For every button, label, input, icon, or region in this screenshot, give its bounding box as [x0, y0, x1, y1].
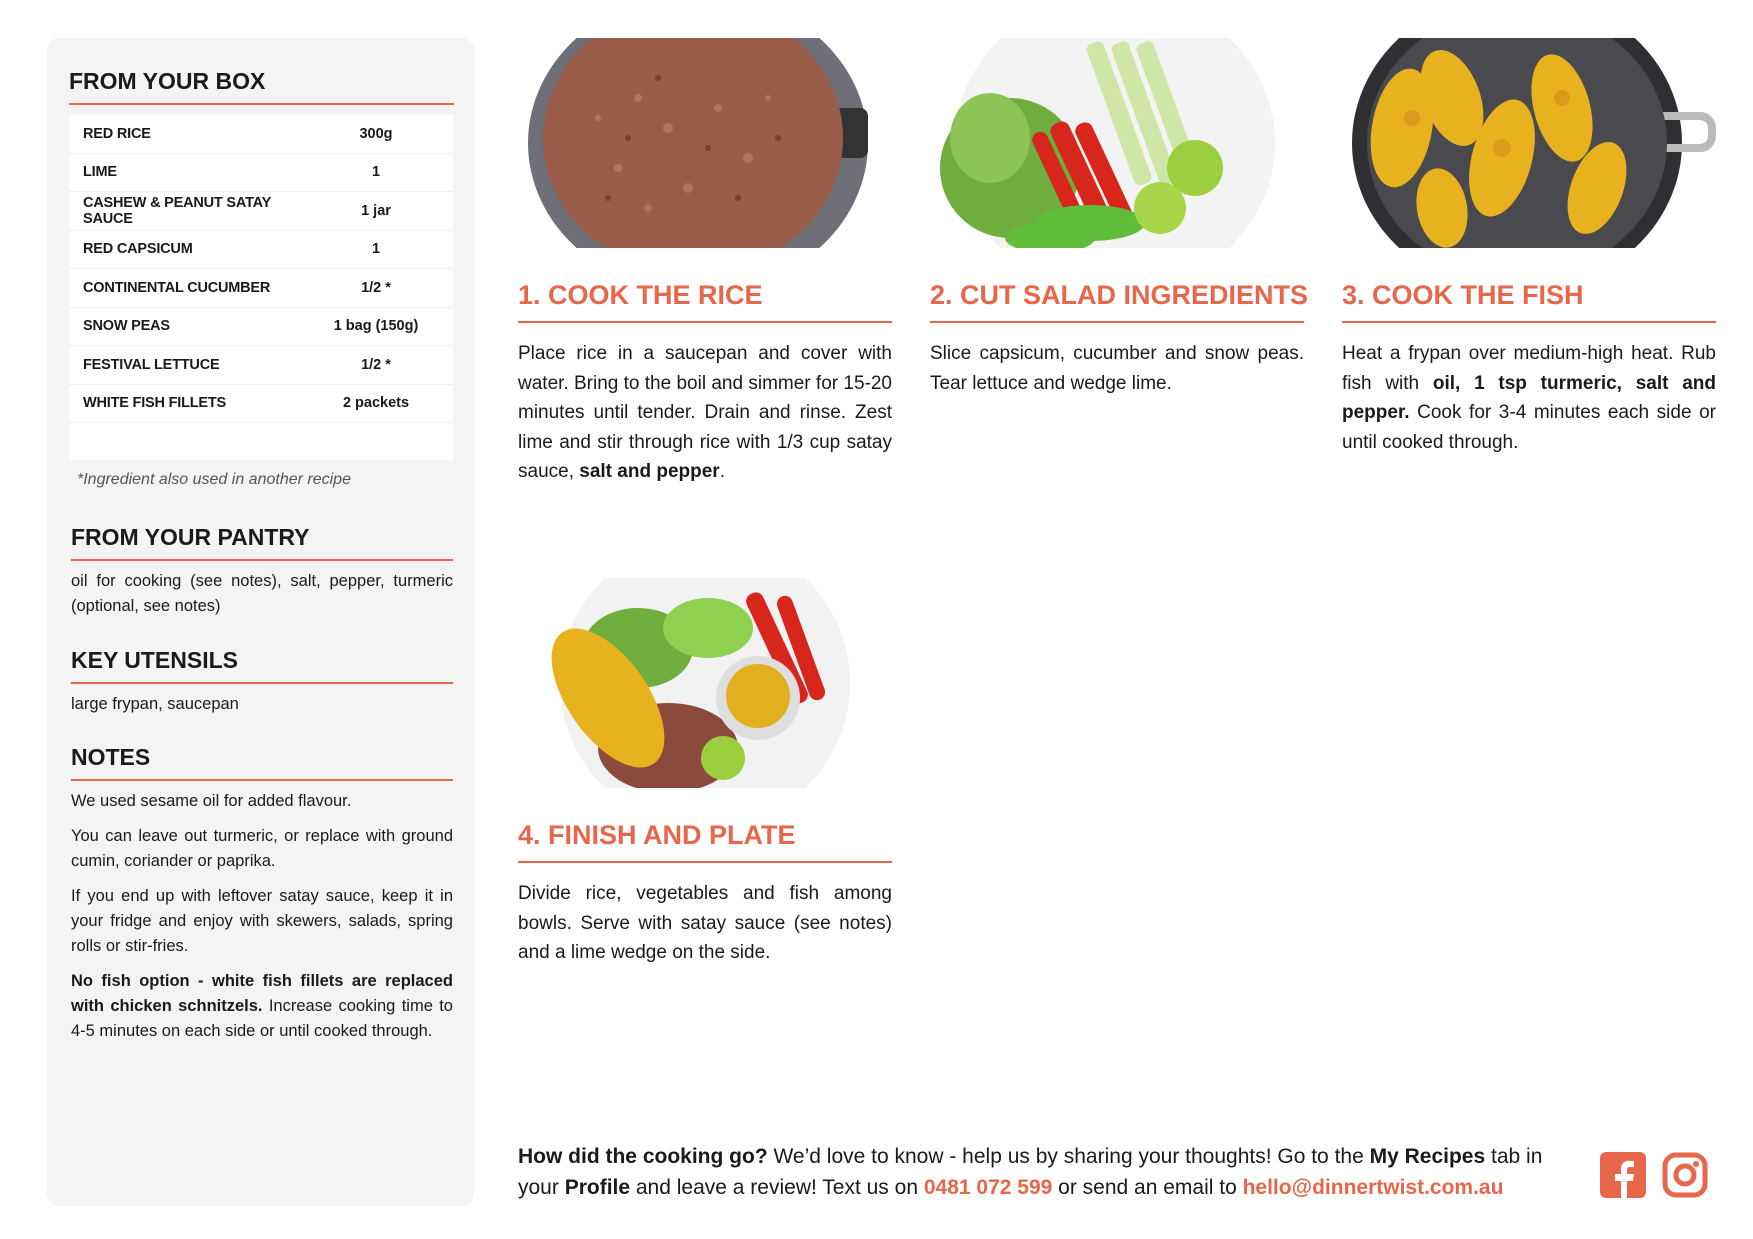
step-4-image	[518, 578, 892, 788]
ingredient-row	[69, 115, 453, 154]
ingredient-name: LIME	[83, 164, 117, 181]
ingredient-row	[69, 385, 453, 424]
ingredient-qty: 2 packets	[342, 395, 410, 412]
notes-body	[71, 789, 453, 1054]
ingredient-name: CASHEW & PEANUT SATAY SAUCE	[83, 194, 271, 227]
ingredient-footnote: *Ingredient also used in another recipe	[77, 471, 351, 488]
note-bold: No fish option - white fish fillets are replaced with chicken schnitzels.	[71, 972, 453, 1015]
step-text-bold: oil, 1 tsp turmeric, salt and pepper.	[1342, 372, 1716, 423]
step-text-bold: salt and pepper	[579, 461, 720, 482]
pantry-text: oil for cooking (see notes), salt, pepper, turmeric (optional, see notes)	[71, 572, 453, 615]
step-4	[518, 578, 892, 968]
step-text-part: .	[719, 461, 725, 482]
email-link[interactable]: hello@dinnertwist.com.au	[1242, 1176, 1504, 1199]
step-4-title: 4. FINISH AND PLATE	[518, 820, 892, 863]
feedback-footer	[518, 1141, 1568, 1203]
step-3-text	[1342, 339, 1716, 457]
step-3-image	[1342, 38, 1716, 248]
footer-text: or send an email to	[1052, 1176, 1243, 1199]
note-paragraph: If you end up with leftover satay sauce, keep it in your fridge and enjoy with skewers, salads, spring rolls or stir-fries.	[71, 887, 453, 955]
step-1-title: 1. COOK THE RICE	[518, 280, 892, 323]
ingredient-row	[69, 154, 453, 193]
ingredient-row	[69, 346, 453, 385]
utensils-text: large frypan, saucepan	[71, 695, 239, 713]
step-2-title: 2. CUT SALAD INGREDIENTS	[930, 280, 1304, 323]
ingredient-qty: 1 bag (150g)	[333, 318, 419, 335]
ingredient-qty: 1/2 *	[361, 279, 391, 296]
step-text-part: Cook for 3-4 minutes each side or until cooked through.	[1342, 402, 1716, 453]
step-2-text: Slice capsicum, cucumber and snow peas. Tear lettuce and wedge lime.	[930, 343, 1304, 394]
step-text-part: Heat a frypan over medium-high heat. Rub fish with	[1342, 343, 1716, 394]
utensils-heading: KEY UTENSILS	[71, 647, 453, 684]
pantry-heading: FROM YOUR PANTRY	[71, 524, 453, 561]
ingredient-qty: 1	[371, 241, 381, 258]
phone-link[interactable]: 0481 072 599	[923, 1176, 1053, 1199]
ingredient-qty: 300g	[359, 125, 393, 142]
footer-text: tab in your	[518, 1145, 1543, 1199]
ingredient-qty: 1 jar	[361, 202, 391, 219]
ingredient-name: RED CAPSICUM	[83, 241, 193, 258]
instagram-icon[interactable]	[1662, 1152, 1708, 1198]
footer-text: and leave a review! Text us on	[630, 1176, 924, 1199]
step-text-part: Place rice in a saucepan and cover with water. Bring to the boil and simmer for 15-20 minutes until tender. Drain and rinse. Zest lime and stir through rice with 1/3 cup satay sauce,	[518, 343, 892, 482]
ingredient-row	[69, 231, 453, 270]
step-1	[518, 38, 892, 487]
ingredient-row	[69, 308, 453, 347]
step-2	[930, 38, 1309, 398]
ingredient-name: FESTIVAL LETTUCE	[83, 356, 220, 373]
step-1-text	[518, 339, 892, 487]
ingredient-name: CONTINENTAL CUCUMBER	[83, 279, 271, 296]
profile-label: Profile	[564, 1176, 631, 1199]
note-paragraph: You can leave out turmeric, or replace with ground cumin, coriander or paprika.	[71, 827, 453, 870]
step-3	[1342, 38, 1716, 457]
ingredient-name: RED RICE	[83, 125, 151, 142]
ingredient-name: WHITE FISH FILLETS	[83, 395, 227, 412]
box-title: FROM YOUR BOX	[69, 68, 454, 105]
footer-question: How did the cooking go?	[518, 1145, 768, 1168]
ingredient-row	[69, 269, 453, 308]
ingredient-row	[69, 192, 453, 231]
ingredient-name: SNOW PEAS	[83, 318, 170, 335]
footer-text: We’d love to know - help us by sharing your thoughts! Go to the	[767, 1145, 1370, 1168]
step-4-text: Divide rice, vegetables and fish among bowls. Serve with satay sauce (see notes) and a lime wedge on the side.	[518, 883, 892, 963]
ingredients-table	[69, 115, 453, 460]
facebook-icon[interactable]	[1600, 1152, 1646, 1198]
my-recipes-label: My Recipes	[1369, 1145, 1486, 1168]
note-paragraph	[71, 969, 453, 1044]
ingredient-qty: 1/2 *	[361, 356, 391, 373]
ingredients-sidebar	[47, 38, 474, 1206]
notes-heading: NOTES	[71, 744, 453, 781]
note-rest: Increase cooking time to 4-5 minutes on each side or until cooked through.	[71, 997, 453, 1040]
step-3-title: 3. COOK THE FISH	[1342, 280, 1716, 323]
step-2-image	[930, 38, 1304, 248]
ingredient-qty: 1	[371, 164, 381, 181]
note-paragraph: We used sesame oil for added flavour.	[71, 792, 352, 810]
step-1-image	[518, 38, 892, 248]
